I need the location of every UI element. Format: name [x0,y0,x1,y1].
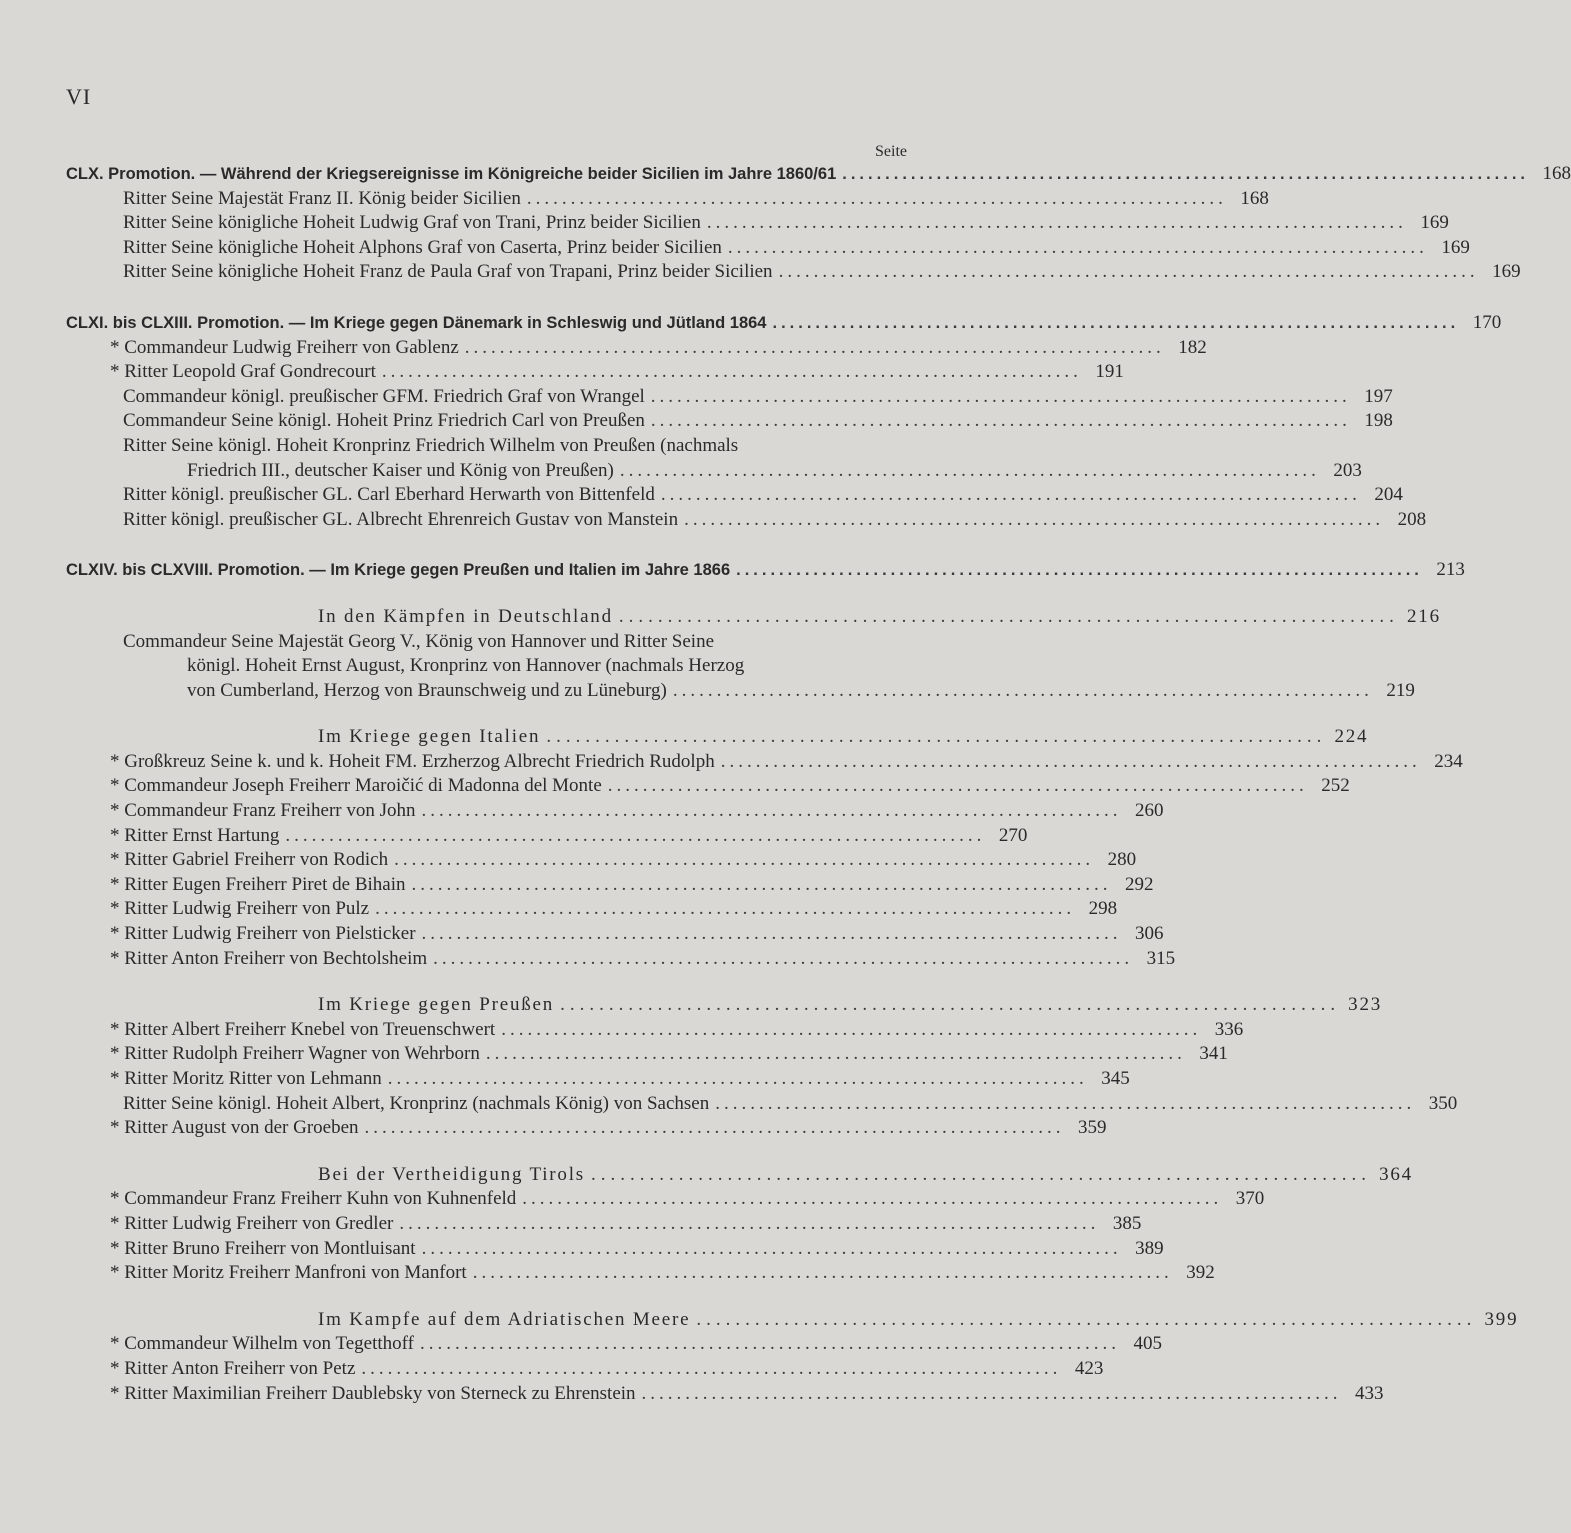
leader-dots: ................................................................................ [419,1333,1120,1355]
entry-text: * Ritter Ludwig Freiherr von Pielsticker [110,923,416,945]
page-ref: 224 [1334,726,1369,748]
page-ref: 216 [1407,605,1441,627]
leader-dots: ................................................................................ [672,679,1373,701]
page-ref: 169 [1420,212,1449,234]
entry-text: * Ritter Moritz Ritter von Lehmann [110,1068,382,1089]
toc-entry [66,1042,1228,1067]
entry-text: * Ritter Rudolph Freiherr Wagner von Wehrborn [110,1043,480,1065]
toc-entry [66,483,1403,508]
leader-dots: ................................................................................ [364,1117,1065,1139]
leader-dots: ................................................................................ [590,1163,1371,1185]
subsection-heading-preussen [66,993,1383,1018]
leader-dots: ................................................................................ [650,410,1351,432]
leader-dots: ................................................................................ [618,605,1399,627]
entry-text: * Ritter Eugen Freiherr Piret de Bihain [110,873,406,895]
page-ref: 392 [1186,1262,1215,1284]
page-ref: 197 [1364,385,1393,407]
entry-text: * Commandeur Ludwig Freiherr von Gablenz [110,336,459,358]
toc-entry [66,1067,1130,1092]
leader-dots: ................................................................................ [421,800,1122,822]
page-ref: 204 [1374,484,1403,506]
toc-entry [66,947,1176,972]
page-ref: 292 [1124,873,1154,895]
entry-text: * Ritter Anton Freiherr von Petz [110,1357,356,1379]
toc-entry [66,799,1164,824]
entry-text: * Commandeur Franz Freiherr Kuhn von Kuhnenfeld [110,1188,517,1210]
entry-text: * Ritter Ludwig Freiherr von Gredler [110,1212,394,1234]
entry-text: * Ritter Leopold Graf Gondrecourt [110,361,376,383]
page-ref: 345 [1101,1068,1130,1089]
heading-text: CLX. Promotion. — Während der Kriegsereignisse im Königreiche beider Sicilien im Jahre 1860/61 [66,165,837,183]
leader-dots: ................................................................................ [375,898,1076,920]
entry-text: Ritter Seine königliche Hoheit Ludwig Graf von Trani, Prinz beider Sicilien [123,212,701,234]
leader-dots: ................................................................................ [522,1188,1223,1210]
page-ref: 350 [1428,1092,1458,1114]
entry-text: * Ritter Gabriel Freiherr von Rodich [110,849,389,871]
leader-dots: ................................................................................ [501,1018,1202,1040]
leader-dots: ................................................................................ [421,1237,1122,1259]
page-ref: 315 [1146,947,1176,969]
subsection-title: Im Kriege gegen Italien [318,726,541,748]
leader-dots: ................................................................................ [546,726,1327,748]
entry-text: von Cumberland, Herzog von Braunschweig und zu Lüneburg) [187,679,667,701]
toc-entry [66,1237,1164,1262]
entry-text: Commandeur königl. preußischer GFM. Friedrich Graf von Wrangel [123,385,645,407]
toc-entry [66,922,1164,947]
toc-entry [66,848,1137,873]
leader-dots: ................................................................................ [394,849,1095,871]
heading-text: CLXI. bis CLXIII. Promotion. — Im Kriege gegen Dänemark in Schleswig und Jütland 1864 [66,313,767,332]
entry-text: Ritter Seine königliche Hoheit Franz de Paula Graf von Trapani, Prinz beider Sicilien [123,261,773,283]
section-heading-clxiv [66,558,1465,583]
leader-dots: ................................................................................ [727,236,1428,258]
page-column-header: Seite [875,143,907,160]
page-ref: 182 [1178,336,1207,358]
leader-dots: ................................................................................ [736,561,1423,580]
subsection-title: Im Kampfe auf dem Adriatischen Meere [318,1308,691,1330]
page-ref: 364 [1379,1163,1413,1185]
toc-entry [66,385,1393,410]
leader-dots: ................................................................................ [433,947,1134,969]
page-ref: 399 [1484,1308,1519,1330]
toc-entry [66,1332,1162,1357]
entry-text: * Commandeur Wilhelm von Tegetthoff [110,1333,414,1355]
section-heading-clx [66,162,1571,187]
table-of-contents [66,162,1571,1406]
toc-entry [66,873,1154,898]
leader-dots: ................................................................................ [381,361,1082,383]
page-ref: 405 [1133,1333,1162,1355]
entry-text: Friedrich III., deutscher Kaiser und König von Preußen) [187,459,614,481]
page-ref: 170 [1472,311,1502,333]
leader-dots: ................................................................................ [842,165,1529,183]
page-ref: 252 [1321,775,1350,797]
entry-text: Ritter Seine Majestät Franz II. König beider Sicilien [123,187,521,209]
toc-entry-line: Commandeur Seine Majestät Georg V., König von Hannover und Ritter Seine [123,630,715,652]
toc-entry [66,897,1118,922]
page-ref: 433 [1355,1382,1384,1404]
page-ref: 219 [1386,679,1415,701]
page-ref: 359 [1078,1117,1107,1139]
toc-entry [66,824,1028,849]
toc-entry [66,1212,1142,1237]
subsection-heading-deutschland [66,605,1441,630]
page-ref: 323 [1348,994,1383,1016]
leader-dots: ................................................................................ [619,459,1320,481]
page-ref: 298 [1088,898,1118,920]
page-number: VI [66,84,92,109]
leader-dots: ................................................................................ [421,923,1122,945]
subsection-heading-italien [66,725,1369,750]
page-ref: 336 [1214,1018,1244,1040]
leader-dots: ................................................................................ [720,750,1421,772]
leader-dots: ................................................................................ [778,261,1479,283]
leader-dots: ................................................................................ [715,1092,1416,1114]
toc-entry [66,1092,1458,1117]
page-ref: 168 [1240,187,1269,209]
toc-entry [66,1187,1265,1212]
leader-dots: ................................................................................ [411,873,1112,895]
entry-text: * Ritter August von der Groeben [110,1117,359,1139]
page-ref: 168 [1542,163,1571,184]
toc-entry [66,1116,1107,1141]
leader-dots: ................................................................................ [660,484,1361,506]
leader-dots: ................................................................................ [399,1212,1100,1234]
toc-entry [66,774,1350,799]
toc-entry-continuation [66,459,1362,484]
heading-text: CLXIV. bis CLXVIII. Promotion. — Im Kriege gegen Preußen und Italien im Jahre 1866 [66,561,731,580]
leader-dots: ................................................................................ [285,824,986,846]
subsection-title: In den Kämpfen in Deutschland [318,605,613,627]
toc-entry [66,236,1470,261]
toc-entry [66,409,1393,434]
toc-entry [66,1018,1244,1043]
entry-text: Ritter königl. preußischer GL. Albrecht Ehrenreich Gustav von Manstein [123,508,679,530]
subsection-title: Im Kriege gegen Preußen [318,994,555,1016]
leader-dots: ................................................................................ [772,313,1460,332]
entry-text: * Ritter Ernst Hartung [110,824,280,846]
page-ref: 385 [1112,1212,1142,1234]
page-ref: 370 [1235,1188,1265,1210]
toc-entry [66,360,1124,385]
entry-text: * Großkreuz Seine k. und k. Hoheit FM. Erzherzog Albrecht Friedrich Rudolph [110,750,715,772]
section-heading-clxi [66,311,1502,336]
toc-entry [66,187,1269,212]
preussen-entries [66,1018,1458,1141]
page-ref: 389 [1135,1237,1164,1259]
leader-dots: ................................................................................ [485,1043,1186,1065]
entry-text: * Commandeur Franz Freiherr von John [110,800,416,822]
entry-text: Ritter Seine königl. Hoheit Albert, Kronprinz (nachmals König) von Sachsen [123,1092,710,1114]
leader-dots: ................................................................................ [526,187,1227,209]
page-ref: 306 [1135,923,1164,945]
page-ref: 423 [1074,1357,1104,1379]
toc-entry [66,1357,1104,1382]
entry-text: Ritter königl. preußischer GL. Carl Eberhard Herwarth von Bittenfeld [123,484,655,506]
leader-dots: ................................................................................ [696,1308,1477,1330]
toc-entry [66,1382,1384,1407]
toc-entry [66,750,1463,775]
page-ref: 280 [1107,849,1137,871]
page-ref: 191 [1095,361,1124,383]
leader-dots: ................................................................................ [472,1262,1173,1284]
entry-text: * Ritter Anton Freiherr von Bechtolsheim [110,947,428,969]
adria-entries [66,1332,1384,1406]
leader-dots: ................................................................................ [387,1068,1088,1089]
toc-entry [66,434,908,459]
leader-dots: ................................................................................ [607,775,1308,797]
page-ref: 213 [1436,559,1465,581]
page-ref: 234 [1434,750,1463,772]
tirol-entries [66,1187,1265,1285]
entry-text: * Ritter Albert Freiherr Knebel von Treuenschwert [110,1018,496,1040]
toc-entry [66,336,1207,361]
entry-text: * Ritter Bruno Freiherr von Montluisant [110,1237,416,1259]
toc-entry-continuation [66,679,1415,704]
entry-text: Ritter Seine königliche Hoheit Alphons Graf von Caserta, Prinz beider Sicilien [123,236,722,258]
page-ref: 169 [1492,261,1521,283]
entry-text: * Ritter Moritz Freiherr Manfroni von Manfort [110,1262,467,1284]
entry-text: * Commandeur Joseph Freiherr Maroičić di Madonna del Monte [110,775,602,797]
entry-text: Commandeur Seine königl. Hoheit Prinz Friedrich Carl von Preußen [123,410,645,432]
toc-entry-line: königl. Hoheit Ernst August, Kronprinz von Hannover (nachmals Herzog [187,655,745,677]
leader-dots: ................................................................................ [560,994,1341,1016]
subsection-heading-adria [66,1308,1519,1333]
page-ref: 208 [1397,508,1427,530]
toc-entry [66,1261,1215,1286]
leader-dots: ................................................................................ [684,508,1385,530]
page-ref: 203 [1333,459,1362,481]
toc-entry [66,508,1427,533]
page-ref: 198 [1364,410,1393,432]
entry-text: * Ritter Ludwig Freiherr von Pulz [110,898,370,920]
page-ref: 260 [1135,800,1164,822]
page-ref: 169 [1441,236,1470,258]
subsection-heading-tirol [66,1163,1413,1188]
page-ref: 341 [1199,1043,1228,1065]
leader-dots: ................................................................................ [641,1382,1342,1404]
leader-dots: ................................................................................ [650,385,1351,407]
toc-entry [66,260,1521,285]
leader-dots: ................................................................................ [361,1357,1062,1379]
subsection-title: Bei der Vertheidigung Tirols [318,1163,585,1185]
leader-dots: ................................................................................ [464,336,1165,358]
entry-text: Ritter Seine königl. Hoheit Kronprinz Friedrich Wilhelm von Preußen (nachmals [123,434,739,456]
italien-entries [66,750,1463,971]
toc-entry [66,211,1449,236]
entry-text: * Ritter Maximilian Freiherr Daublebsky von Sterneck zu Ehrenstein [110,1382,636,1404]
page-ref: 270 [998,824,1028,846]
leader-dots: ................................................................................ [706,212,1407,234]
